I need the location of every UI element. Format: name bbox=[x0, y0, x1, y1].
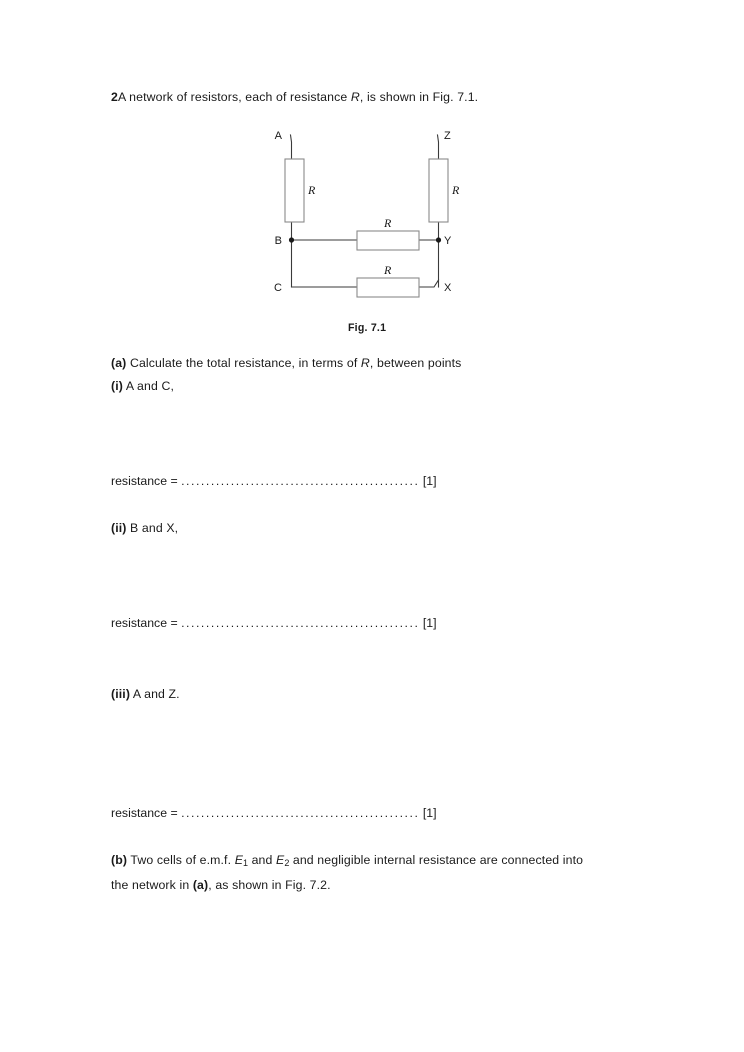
resistor-lower-horizontal bbox=[357, 278, 419, 297]
part-b-line-1 bbox=[111, 852, 583, 871]
answer-dots-a-i[interactable]: ................................................ bbox=[181, 474, 420, 488]
part-b-text-3: and negligible internal resistance are connected into bbox=[289, 853, 584, 867]
resistor-right-vertical bbox=[429, 159, 448, 222]
answer-line-a-i[interactable] bbox=[111, 473, 437, 489]
resistor-label-lower-horizontal: R bbox=[384, 263, 392, 277]
part-a-symbol: R bbox=[360, 356, 370, 370]
part-b-line2-text-1: the network in bbox=[111, 878, 193, 892]
resistor-left-vertical bbox=[285, 159, 304, 222]
emf-symbol-2: E bbox=[276, 853, 285, 867]
part-a-i-text: A and C, bbox=[122, 379, 174, 393]
part-b-line-2 bbox=[111, 877, 331, 893]
part-b-line2-text-2: , as shown in Fig. 7.2. bbox=[208, 878, 331, 892]
node-dot-b bbox=[289, 237, 294, 242]
part-a-iii-marker: (iii) bbox=[111, 687, 131, 701]
answer-label-a-ii: resistance = bbox=[111, 616, 182, 630]
circuit-diagram-fig-7-1 bbox=[262, 122, 472, 307]
node-label-y: Y bbox=[444, 235, 452, 247]
resistor-label-right-vertical: R bbox=[452, 183, 460, 197]
part-a-prompt bbox=[111, 355, 461, 371]
answer-mark-a-iii: [1] bbox=[419, 806, 437, 820]
part-a-ii-marker: (ii) bbox=[111, 521, 127, 535]
answer-mark-a-ii: [1] bbox=[419, 616, 437, 630]
question-stem bbox=[111, 89, 478, 105]
answer-label-a-i: resistance = bbox=[111, 474, 182, 488]
part-a-ii-prompt bbox=[111, 520, 178, 536]
part-b-line2-ref: (a) bbox=[192, 878, 209, 892]
answer-dots-a-ii[interactable]: ................................................ bbox=[181, 616, 420, 630]
node-label-a: A bbox=[274, 130, 282, 142]
answer-label-a-iii: resistance = bbox=[111, 806, 182, 820]
emf-subscript-2: 2 bbox=[284, 857, 290, 868]
part-b-marker: (b) bbox=[111, 853, 128, 867]
question-stem-symbol: R bbox=[350, 90, 360, 104]
resistor-label-upper-horizontal: R bbox=[384, 216, 392, 230]
part-b-text-1: Two cells of e.m.f. bbox=[127, 853, 235, 867]
question-number: 2 bbox=[111, 90, 118, 104]
part-a-ii-text: B and X, bbox=[126, 521, 179, 535]
answer-line-a-iii[interactable] bbox=[111, 805, 437, 821]
part-a-marker: (a) bbox=[111, 356, 127, 370]
emf-subscript-1: 1 bbox=[243, 857, 249, 868]
wire-lower-resistor-to-x bbox=[419, 280, 439, 287]
resistor-upper-horizontal bbox=[357, 231, 419, 250]
node-dot-y bbox=[436, 237, 441, 242]
resistor-label-left-vertical: R bbox=[308, 183, 316, 197]
answer-line-a-ii[interactable] bbox=[111, 615, 437, 631]
part-a-text-before: Calculate the total resistance, in terms of bbox=[126, 356, 361, 370]
wire-lead-a bbox=[291, 135, 292, 159]
emf-symbol-1: E bbox=[234, 853, 244, 867]
node-label-c: C bbox=[274, 282, 282, 294]
part-a-text-after: , between points bbox=[369, 356, 462, 370]
part-b-text-2: and bbox=[248, 853, 276, 867]
node-label-b: B bbox=[274, 235, 282, 247]
part-a-i-marker: (i) bbox=[111, 379, 123, 393]
part-a-iii-text: A and Z. bbox=[130, 687, 180, 701]
answer-mark-a-i: [1] bbox=[419, 474, 437, 488]
part-a-iii-prompt bbox=[111, 686, 180, 702]
question-stem-tail: , is shown in Fig. 7.1. bbox=[359, 90, 479, 104]
part-a-i-prompt bbox=[111, 378, 174, 394]
wire-lead-z bbox=[438, 135, 439, 159]
answer-dots-a-iii[interactable]: ................................................ bbox=[181, 806, 420, 820]
question-stem-text: A network of resistors, each of resistance bbox=[117, 90, 351, 104]
figure-caption: Fig. 7.1 bbox=[348, 322, 387, 334]
node-label-x: X bbox=[444, 282, 452, 294]
node-label-z: Z bbox=[444, 130, 451, 142]
